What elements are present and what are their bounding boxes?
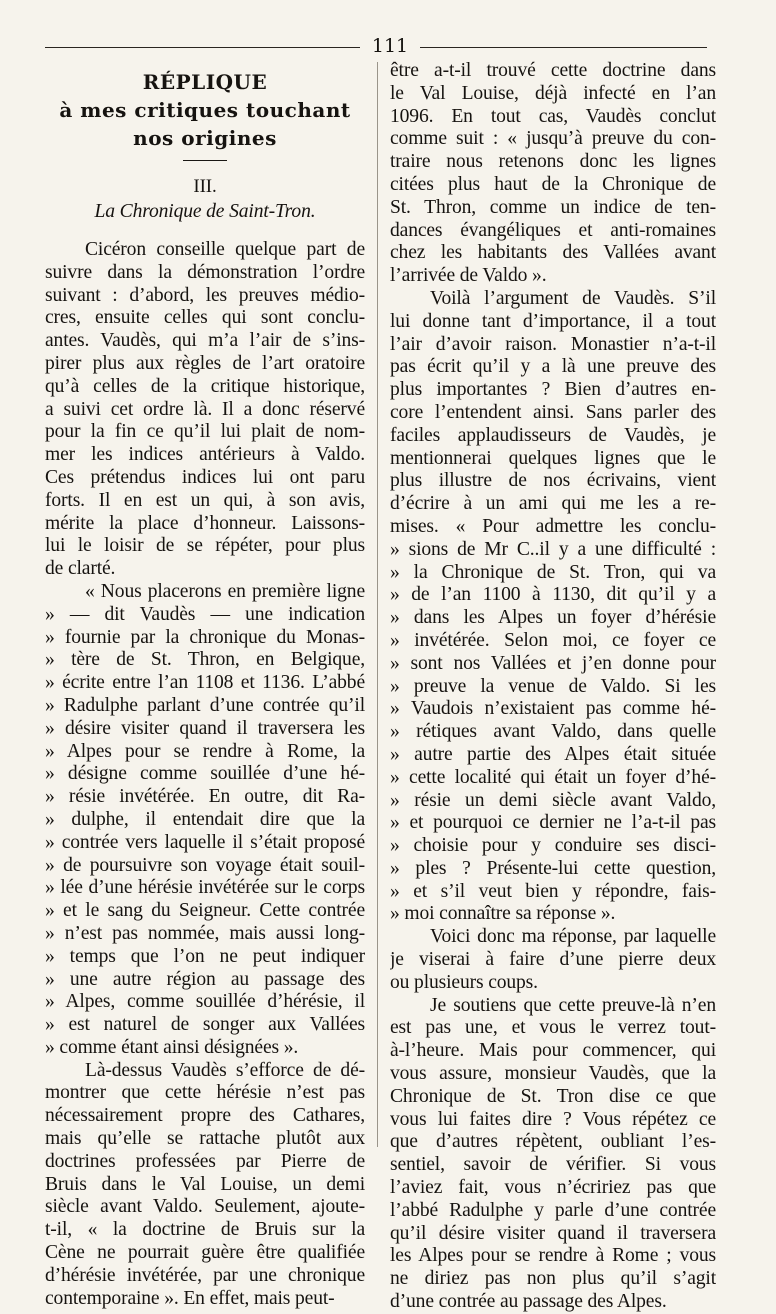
text-line: pour la fin ce qu’il lui plait de nom- xyxy=(45,421,365,443)
text-line: Je soutiens que cette preuve-là n’en xyxy=(430,994,716,1016)
text-line: mentionnerai quelques lignes que le xyxy=(390,447,716,469)
text-line: » Radulphe parlant d’une contrée qu’il xyxy=(45,694,365,716)
text-line: pirer plus aux règles de l’art oratoire xyxy=(45,352,365,374)
text-line: suivre dans la démonstration l’ordre xyxy=(45,261,365,283)
text-line: forts. Il en est un qui, à son avis, xyxy=(45,489,365,511)
text-line: mais qu’elle se rattache plutôt aux xyxy=(45,1128,365,1150)
text-line: » désigne comme souillée d’une hé- xyxy=(45,763,365,785)
right-column xyxy=(390,60,716,1314)
text-line: « Nous placerons en première ligne xyxy=(85,580,365,602)
text-line: » n’est pas nommée, mais aussi long- xyxy=(45,922,365,944)
text-line: » contrée vers laquelle il s’était proposé xyxy=(45,831,365,853)
text-line: » — dit Vaudès — une indication xyxy=(45,603,365,625)
text-line: antes. Vaudès, qui m’a l’air de s’ins- xyxy=(45,330,365,352)
text-line: l’arrivée de Valdo ». xyxy=(390,265,547,287)
text-line: comme suit : « jusqu’à preuve du con- xyxy=(390,128,716,150)
text-line: l’aviez fait, vous n’écririez pas que xyxy=(390,1177,716,1199)
text-line: qu’à celles de la critique historique, xyxy=(45,375,365,397)
text-line: » écrite entre l’an 1108 et 1136. L’abbé xyxy=(45,672,365,694)
text-line: » résie un demi siècle avant Valdo, xyxy=(390,789,716,811)
text-line: » moi connaître sa réponse ». xyxy=(390,903,616,925)
text-line: l’air d’avoir raison. Monastier n’a-t-il xyxy=(390,333,716,355)
text-line: cres, ensuite celles qui sont conclu- xyxy=(45,307,365,329)
text-line: je viserai à faire d’une pierre deux xyxy=(390,949,716,971)
text-line: Ces prétendus indices lui ont paru xyxy=(45,466,365,488)
text-line: le Val Louise, déjà infecté en l’an xyxy=(390,82,716,104)
text-line: que d’autres répètent, oubliant l’es- xyxy=(390,1131,716,1153)
text-line: citées plus haut de la Chronique de xyxy=(390,173,716,195)
page-number: 111 xyxy=(360,35,420,57)
text-line: » et le sang du Seigneur. Cette contrée xyxy=(45,900,365,922)
text-line: » résie invétérée. En outre, dit Ra- xyxy=(45,786,365,808)
text-line: dances évangéliques et anti-romaines xyxy=(390,219,716,241)
text-line: à-l’heure. Mais pour commencer, qui xyxy=(390,1040,716,1062)
text-line: » sions de Mr C..il y a une difficulté : xyxy=(390,538,716,560)
text-line: Voilà l’argument de Vaudès. S’il xyxy=(430,287,716,309)
article-title: RÉPLIQUE xyxy=(142,70,268,94)
text-line: lui le loisir de se répéter, pour plus xyxy=(45,535,365,557)
text-line: » invétérée. Selon moi, ce foyer ce xyxy=(390,629,716,651)
right-column-text xyxy=(390,60,716,1314)
left-column-text xyxy=(45,239,365,1310)
text-line: est pas une, et vous le verrez tout- xyxy=(390,1017,716,1039)
text-line: nécessairement propre des Cathares, xyxy=(45,1105,365,1127)
text-line: » Alpes, comme souillée d’hérésie, il xyxy=(45,991,365,1013)
text-line: 1096. En tout cas, Vaudès conclut xyxy=(390,105,716,127)
title-separator xyxy=(183,160,227,161)
text-line: » comme étant ainsi désignées ». xyxy=(45,1036,299,1058)
text-line: Chronique de St. Tron dise ce que xyxy=(390,1085,716,1107)
text-line: Cicéron conseille quelque part de xyxy=(85,239,365,260)
text-line: » choisie pour y conduire ses disci- xyxy=(390,835,716,857)
text-line: » une autre région au passage des xyxy=(45,968,365,990)
section-title: La Chronique de Saint-Tron. xyxy=(94,201,316,222)
text-line: Cène ne pourrait guère être qualifiée xyxy=(45,1242,365,1264)
text-line: d’une contrée au passage des Alpes. xyxy=(390,1291,667,1313)
text-line: Là-dessus Vaudès s’efforce de dé- xyxy=(85,1059,365,1081)
text-line: » de l’an 1100 à 1130, dit qu’il y a xyxy=(390,584,716,606)
text-line: » temps que l’on ne peut indiquer xyxy=(45,945,365,967)
text-line: ou plusieurs coups. xyxy=(390,971,538,993)
text-line: » désire visiter quand il traversera les xyxy=(45,717,365,739)
text-line: suivant : d’abord, les preuves médio- xyxy=(45,284,365,306)
text-line: » cette localité qui était un foyer d’hé- xyxy=(390,766,716,788)
text-line: » est naturel de songer aux Vallées xyxy=(45,1014,365,1036)
text-line: » et pourquoi ce dernier ne l’a-t-il pas xyxy=(390,812,716,834)
text-line: qu’il désire visiter quand il traversera xyxy=(390,1222,716,1244)
text-line: vous lui faites dire ? Vous répétez ce xyxy=(390,1108,716,1130)
left-column xyxy=(45,60,365,1310)
text-line: » autre partie des Alpes était située xyxy=(390,743,716,765)
text-line: siècle avant Valdo. Seulement, ajoute- xyxy=(45,1196,365,1218)
text-line: t-il, « la doctrine de Bruis sur la xyxy=(45,1219,365,1241)
text-line: l’abbé Radulphe y parle d’une contrée xyxy=(390,1199,716,1221)
text-line: pas écrit qu’il y a là une preuve des xyxy=(390,356,716,378)
text-line: » tère de St. Thron, en Belgique, xyxy=(45,649,365,671)
text-line: faciles applaudisseurs de Vaudès, je xyxy=(390,424,716,446)
text-line: mer les indices antérieurs à Valdo. xyxy=(45,444,365,466)
column-divider xyxy=(377,62,378,1147)
text-line: lui donne tant d’importance, il a tout xyxy=(390,310,716,332)
text-line: » sont nos Vallées et j’en donne pour xyxy=(390,652,716,674)
text-line: d’écrire à un ami qui me les a re- xyxy=(390,493,716,515)
text-line: a suivi cet ordre là. Il a donc réservé xyxy=(45,398,365,420)
text-line: chez les habitants des Vallées avant xyxy=(390,242,716,264)
text-line: contemporaine ». En effet, mais peut- xyxy=(45,1287,335,1309)
text-line: sentiel, savoir de vérifier. Si vous xyxy=(390,1154,716,1176)
text-line: » rétiques avant Valdo, dans quelle xyxy=(390,721,716,743)
text-line: doctrines professées par Pierre de xyxy=(45,1150,365,1172)
text-line: plus illustre de nos écrivains, vient xyxy=(390,470,716,492)
text-line: les Alpes pour se rendre à Rome ; vous xyxy=(390,1245,716,1267)
text-line: mérite la place d’honneur. Laissons- xyxy=(45,512,365,534)
section-number: III. xyxy=(193,176,217,197)
text-line: » et s’il veut bien y répondre, fais- xyxy=(390,880,716,902)
text-line: montrer que cette hérésie n’est pas xyxy=(45,1082,365,1104)
text-line: traire nous retenons donc les lignes xyxy=(390,151,716,173)
text-line: St. Thron, comme un indice de ten- xyxy=(390,196,716,218)
text-line: » preuve la venue de Valdo. Si les xyxy=(390,675,716,697)
text-line: vous assure, monsieur Vaudès, que la xyxy=(390,1063,716,1085)
text-line: » fournie par la chronique du Monas- xyxy=(45,626,365,648)
text-line: de clarté. xyxy=(45,558,116,580)
text-line: d’hérésie invétérée, par une chronique xyxy=(45,1264,365,1286)
text-line: » la Chronique de St. Tron, qui va xyxy=(390,561,716,583)
article-subtitle: à mes critiques touchant nos origines xyxy=(59,98,351,150)
text-line: ne diriez pas non plus qu’il s’agit xyxy=(390,1268,716,1290)
text-line: Bruis dans le Val Louise, un demi xyxy=(45,1173,365,1195)
text-line: » lée d’une hérésie invétérée sur le corps xyxy=(45,877,365,899)
text-line: » ples ? Présente-lui cette question, xyxy=(390,857,716,879)
text-line: core l’entendent ainsi. Sans parler des xyxy=(390,401,716,423)
text-line: » dulphe, il entendait dire que la xyxy=(45,808,365,830)
text-line: » de poursuivre son voyage était souil- xyxy=(45,854,365,876)
text-line: » Alpes pour se rendre à Rome, la xyxy=(45,740,365,762)
text-line: être a-t-il trouvé cette doctrine dans xyxy=(390,60,716,81)
text-line: Voici donc ma réponse, par laquelle xyxy=(430,926,716,948)
text-line: » Vaudois n’existaient pas comme hé- xyxy=(390,698,716,720)
text-line: plus importantes ? Bien d’autres en- xyxy=(390,379,716,401)
text-line: » dans les Alpes un foyer d’hérésie xyxy=(390,607,716,629)
text-line: mises. « Pour admettre les conclu- xyxy=(390,515,716,537)
